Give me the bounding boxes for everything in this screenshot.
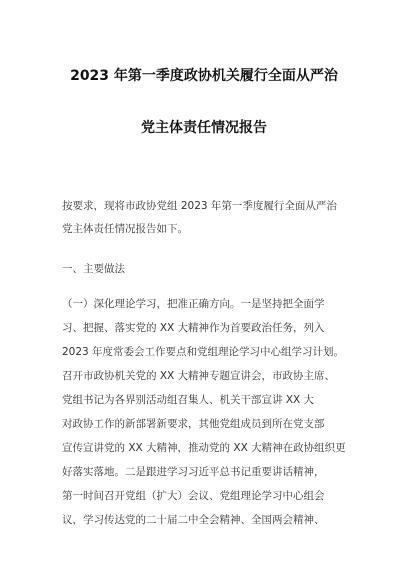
paragraph-line-5: 党组书记为各界别活动组召集人、机关干部宣讲 XX 大 [62, 394, 315, 406]
paragraph-line-6: 对政协工作的新部署新要求，其他党组成员到所在党支部 [62, 418, 325, 430]
section-heading-main-practices: 一、主要做法 [62, 263, 125, 275]
paragraph-line-9: 第一时间召开党组（扩大）会议、党组理论学习中心组会 [62, 490, 325, 502]
document-title-line-2: 党主体责任情况报告 [141, 120, 267, 136]
document-title-line-1: 2023 年第一季度政协机关履行全面从严治 [70, 68, 338, 84]
paragraph-line-4: 召开市政协机关党的 XX 大精神专题宣讲会，市政协主席、 [62, 370, 336, 382]
paragraph-line-7: 宣传宣讲党的 XX 大精神，推动党的 XX 大精神在政协组织更 [62, 442, 346, 454]
paragraph-line-1: （一）深化理论学习，把准正确方向。一是坚持把全面学 [62, 298, 325, 310]
paragraph-line-8: 好落实落地。二是跟进学习习近平总书记重要讲话精神， [62, 466, 325, 478]
intro-line-2: 党主体责任情况报告如下。 [62, 223, 188, 235]
paragraph-line-3: 2023 年度常委会工作要点和党组理论学习中心组学习计划。 [62, 346, 345, 358]
intro-line-1: 按要求，现将市政协党组 2023 年第一季度履行全面从严治 [62, 200, 337, 212]
paragraph-line-2: 习、把握、落实党的 XX 大精神作为首要政治任务，列入 [62, 322, 325, 334]
paragraph-line-10: 议，学习传达党的二十届二中全会精神、全国两会精神、 [62, 514, 325, 526]
